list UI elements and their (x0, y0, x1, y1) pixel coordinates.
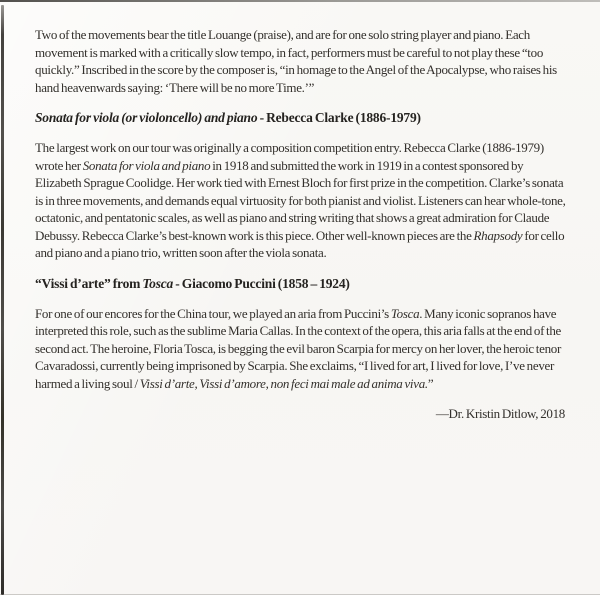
paragraph-clarke (35, 139, 568, 262)
paragraph-louange (35, 26, 568, 96)
opera-title-italic: Tosca (142, 275, 174, 291)
work-title-italic: Rhapsody (473, 227, 523, 243)
opera-title-italic: Tosca (390, 305, 420, 321)
page-content (35, 26, 568, 423)
text-segment: For one of our encores for the China tour, we played an aria from Puccini’s (35, 305, 391, 321)
aria-quote-italic: Vissi d’arte, Vissi d’amore, non feci mai male ad anima viva. (139, 375, 428, 391)
heading-vissi-darte (35, 275, 568, 293)
text-segment: . Many iconic sopranos have interpreted this role, such as the sublime Maria Callas. In the context of the opera, this aria falls at the end of the second act. The heroine, Floria Tosca, is begging the evil baron Scarpia for mercy on her lover, the heroic tenor Cavaradossi, currently being imprisoned by Scarpia. She exclaims, “I lived for art, I lived for love, I’ve never harmed a living soul / (35, 305, 562, 391)
heading-vissi-darte-composer: - Giacomo Puccini (1858 – 1924) (173, 275, 350, 291)
heading-clarke-sonata (35, 109, 568, 127)
heading-vissi-darte-title: “Vissi d’arte” from (35, 275, 143, 291)
scan-edge-top (0, 0, 600, 2)
paragraph-tosca (35, 305, 568, 393)
text-segment: in 1918 and submitted the work in 1919 in a contest sponsored by Elizabeth Sprague Coolidge. Her work tied with Ernest Bloch for first prize in the competition. Clarke’s sonata is in three movements, and demands equal virtuosity for both pianist and violist. Listeners can hear whole-tone, octatonic, and pentatonic scales, as well as piano and string writing that shows a great admiration for Claude Debussy. Rebecca Clarke’s best-known work is this piece. Other well-known pieces are the (35, 157, 566, 243)
text-segment: for cello and piano and a piano trio, written soon after the viola sonata. (35, 227, 565, 260)
heading-clarke-sonata-composer: - Rebecca Clarke (1886-1979) (257, 110, 421, 125)
work-title-italic: Sonata for viola and piano (82, 157, 211, 173)
paragraph-louange-text: Two of the movements bear the title Louange (praise), and are for one solo string player and piano. Each movement is marked with a critically slow tempo, in fact, performers must be careful to not play these “too quickly.” Inscribed in the score by the composer is, “in homage to the Angel of the Apocalypse, who raises his hand heavenwards saying: ‘There will be no more Time.’” (35, 27, 557, 95)
author-signature: —Dr. Kristin Ditlow, 2018 (435, 406, 565, 421)
text-segment: ” (427, 375, 434, 391)
scan-edge-left (1, 5, 4, 595)
heading-clarke-sonata-title: Sonata for viola (or violoncello) and piano (35, 110, 258, 125)
text-segment: The largest work on our tour was originally a composition competition entry. Rebecca Clarke (1886-1979) wrote her (35, 140, 544, 173)
